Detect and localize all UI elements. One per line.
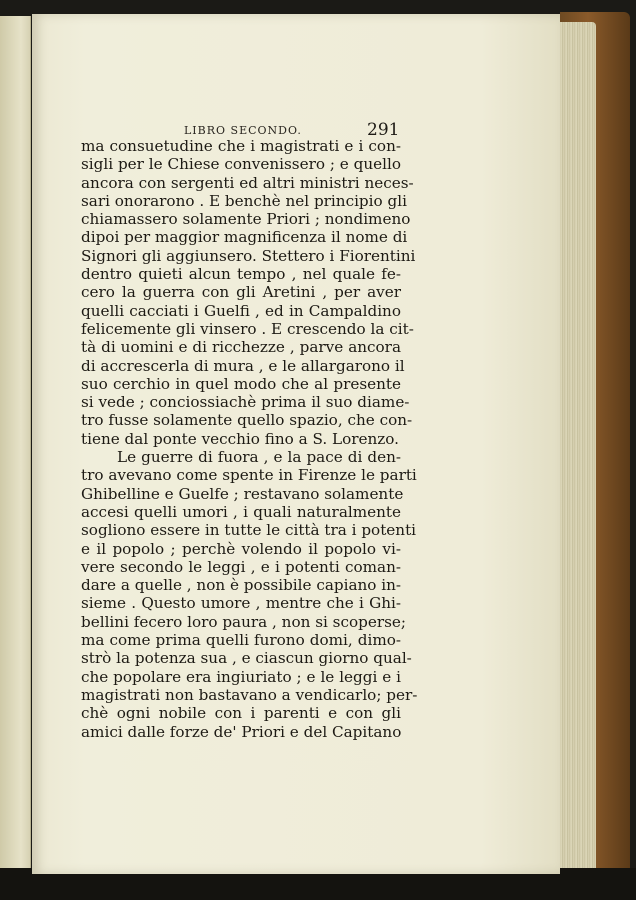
text-line: suo cerchio in quel modo che al presente (81, 374, 401, 393)
text-line: e il popolo ; perchè volendo il popolo vi- (81, 539, 401, 558)
text-line: Signori gli aggiunsero. Stettero i Fiorentini (81, 246, 416, 265)
text-line: chè ogni nobile con i parenti e con gli (81, 704, 401, 723)
text-line: si vede ; conciossiachè prima il suo diame- (81, 393, 410, 412)
paragraph-start-line: Le guerre di fuora , e la pace di den- (117, 448, 401, 467)
text-line: ma come prima quelli furono domi, dimo- (81, 631, 401, 650)
text-line: bellini fecero loro paura , non si scoperse; (81, 612, 406, 631)
text-line: quelli cacciati i Guelfi , ed in Campaldino (81, 301, 401, 320)
text-line: tro fusse solamente quello spazio, che con- (81, 411, 413, 430)
text-line: sigli per le Chiese convenissero ; e quello (81, 155, 401, 174)
text-line: tà di uomini e di ricchezze , parve ancora (81, 338, 401, 357)
text-line: magistrati non bastavano a vendicarlo; per- (81, 685, 418, 704)
text-line: dare a quelle , non è possibile capiano in- (81, 576, 402, 595)
body-text (81, 137, 418, 741)
text-line: cero la guerra con gli Aretini , per aver (81, 283, 401, 302)
text-line: sari onorarono . E benchè nel principio gli (81, 191, 407, 210)
running-head: LIBRO SECONDO. (184, 124, 302, 137)
text-line: ma consuetudine che i magistrati e i con- (81, 137, 401, 155)
text-line: strò la potenza sua , e ciascun giorno qual- (81, 649, 412, 668)
text-line: tro avevano come spente in Firenze le parti (81, 466, 417, 485)
text-line: di accrescerla di mura , e le allargarono il (81, 356, 405, 375)
text-line: chiamassero solamente Priori ; nondimeno (81, 210, 411, 229)
text-line: sogliono essere in tutte le città tra i potenti (81, 521, 417, 540)
text-line: Ghibelline e Guelfe ; restavano solamente (81, 484, 404, 503)
text-line: sieme . Questo umore , mentre che i Ghi- (81, 594, 401, 613)
text-line: amici dalle forze de' Priori e del Capitano (81, 722, 402, 741)
page-number: 291 (367, 120, 400, 140)
text-line: ancora con sergenti ed altri ministri neces- (81, 173, 414, 192)
text-line: felicemente gli vinsero . E crescendo la cit- (81, 319, 414, 338)
text-line: dentro quieti alcun tempo , nel quale fe- (81, 265, 401, 284)
text-line: dipoi per maggior magnificenza il nome di (81, 228, 408, 247)
text-line: vere secondo le leggi , e i potenti coman- (81, 557, 401, 576)
paragraph-end-line: tiene dal ponte vecchio fino a S. Lorenzo. (81, 429, 400, 448)
facing-page-edge (0, 16, 31, 876)
text-line: accesi quelli umori , i quali naturalmente (81, 502, 401, 521)
text-line: che popolare era ingiuriato ; e le leggi e i (81, 667, 401, 686)
